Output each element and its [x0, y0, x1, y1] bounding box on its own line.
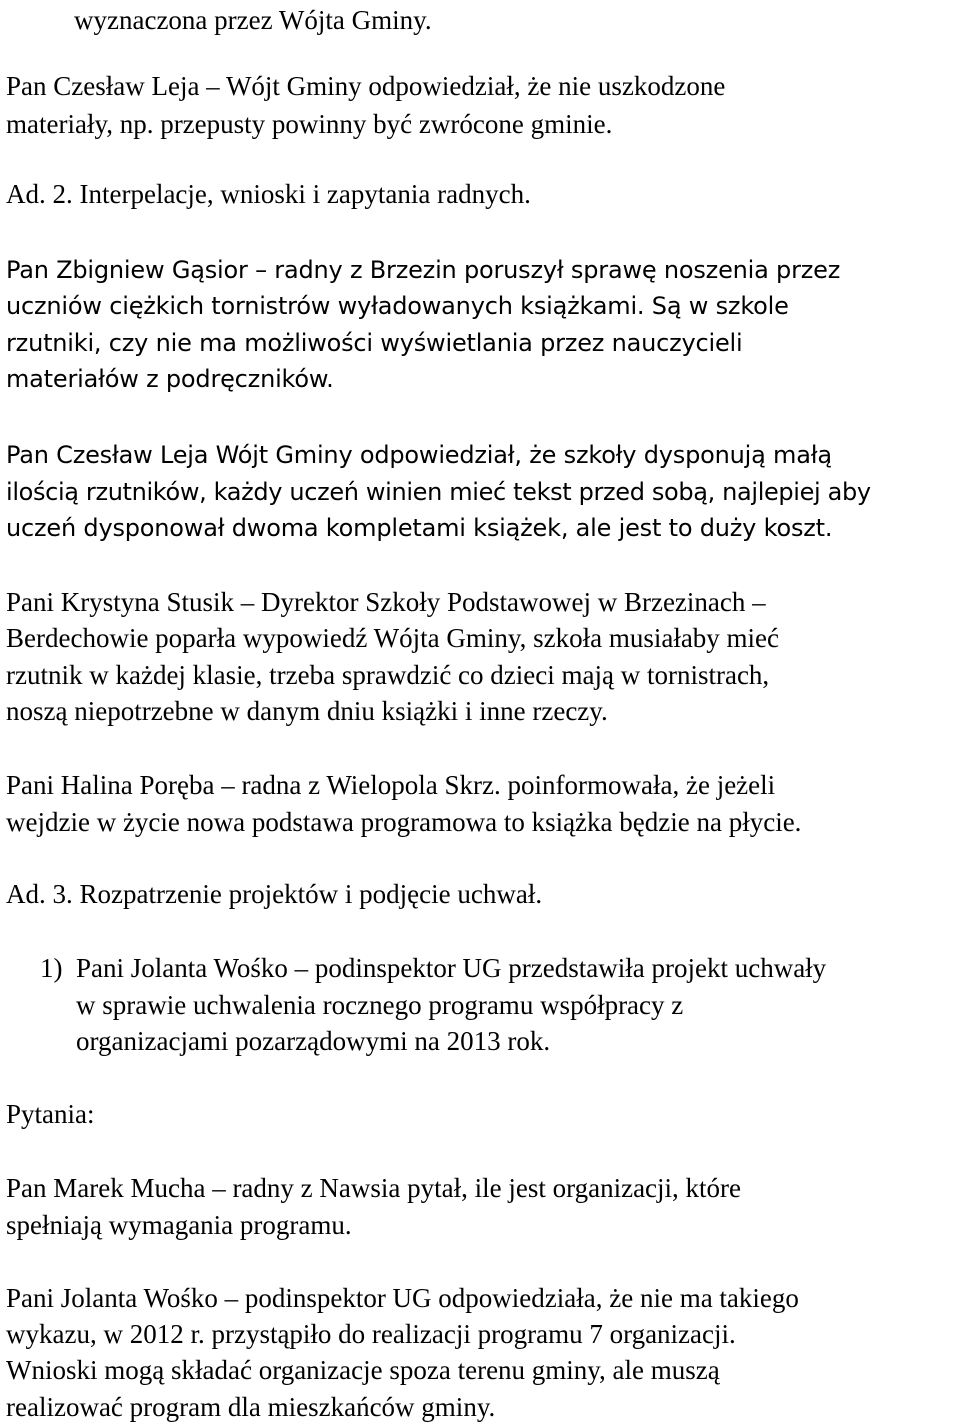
text-line: Pan Marek Mucha – radny z Nawsia pytał, ile jest organizacji, które	[6, 1173, 742, 1203]
text-line: ilością rzutników, każdy uczeń winien mieć tekst przed sobą, najlepiej aby	[6, 478, 871, 506]
text-line: Pani Halina Poręba – radna z Wielopola Skrz. poinformowała, że jeżeli	[6, 770, 776, 800]
text-line: wykazu, w 2012 r. przystąpiło do realizacji programu 7 organizacji.	[6, 1319, 736, 1349]
text-line: rzutnik w każdej klasie, trzeba sprawdzić co dzieci mają w tornistrach,	[6, 660, 770, 690]
text-line: Pani Jolanta Wośko – podinspektor UG przedstawiła projekt uchwały	[76, 953, 827, 983]
text-line: Pani Krystyna Stusik – Dyrektor Szkoły Podstawowej w Brzezinach –	[6, 587, 766, 617]
text-line: rzutniki, czy nie ma możliwości wyświetlania przez nauczycieli	[6, 329, 743, 357]
text-line: materiałów z podręczników.	[6, 365, 334, 393]
text-line: wyznaczona przez Wójta Gminy.	[74, 5, 432, 35]
text-line: w sprawie uchwalenia rocznego programu współpracy z	[76, 990, 684, 1020]
text-line: Ad. 3. Rozpatrzenie projektów i podjęcie uchwał.	[6, 879, 543, 909]
text-line: materiały, np. przepusty powinny być zwrócone gminie.	[6, 109, 613, 139]
text-line: Pani Jolanta Wośko – podinspektor UG odpowiedziała, że nie ma takiego	[6, 1283, 799, 1313]
text-line: wejdzie w życie nowa podstawa programowa to książka będzie na płycie.	[6, 807, 802, 837]
text-line: noszą niepotrzebne w danym dniu książki i inne rzeczy.	[6, 696, 608, 726]
text-line: uczniów ciężkich tornistrów wyładowanych książkami. Są w szkole	[6, 292, 789, 320]
text-line: Pan Czesław Leja – Wójt Gminy odpowiedział, że nie uszkodzone	[6, 71, 726, 101]
text-line: uczeń dysponował dwoma kompletami książek, ale jest to duży koszt.	[6, 514, 833, 542]
text-line: realizować program dla mieszkańców gminy.	[6, 1392, 496, 1422]
text-line: Pytania:	[6, 1099, 95, 1129]
text-line: Pan Zbigniew Gąsior – radny z Brzezin poruszył sprawę noszenia przez	[6, 256, 841, 284]
text-line: spełniają wymagania programu.	[6, 1210, 352, 1240]
text-line: Berdechowie poparła wypowiedź Wójta Gminy, szkoła musiałaby mieć	[6, 623, 780, 653]
text-line: Wnioski mogą składać organizacje spoza terenu gminy, ale muszą	[6, 1355, 720, 1385]
text-line: Pan Czesław Leja Wójt Gminy odpowiedział, że szkoły dysponują małą	[6, 441, 832, 469]
text-line: Ad. 2. Interpelacje, wnioski i zapytania radnych.	[6, 179, 531, 209]
text-line: organizacjami pozarządowymi na 2013 rok.	[76, 1026, 551, 1056]
list-marker: 1)	[40, 953, 63, 983]
